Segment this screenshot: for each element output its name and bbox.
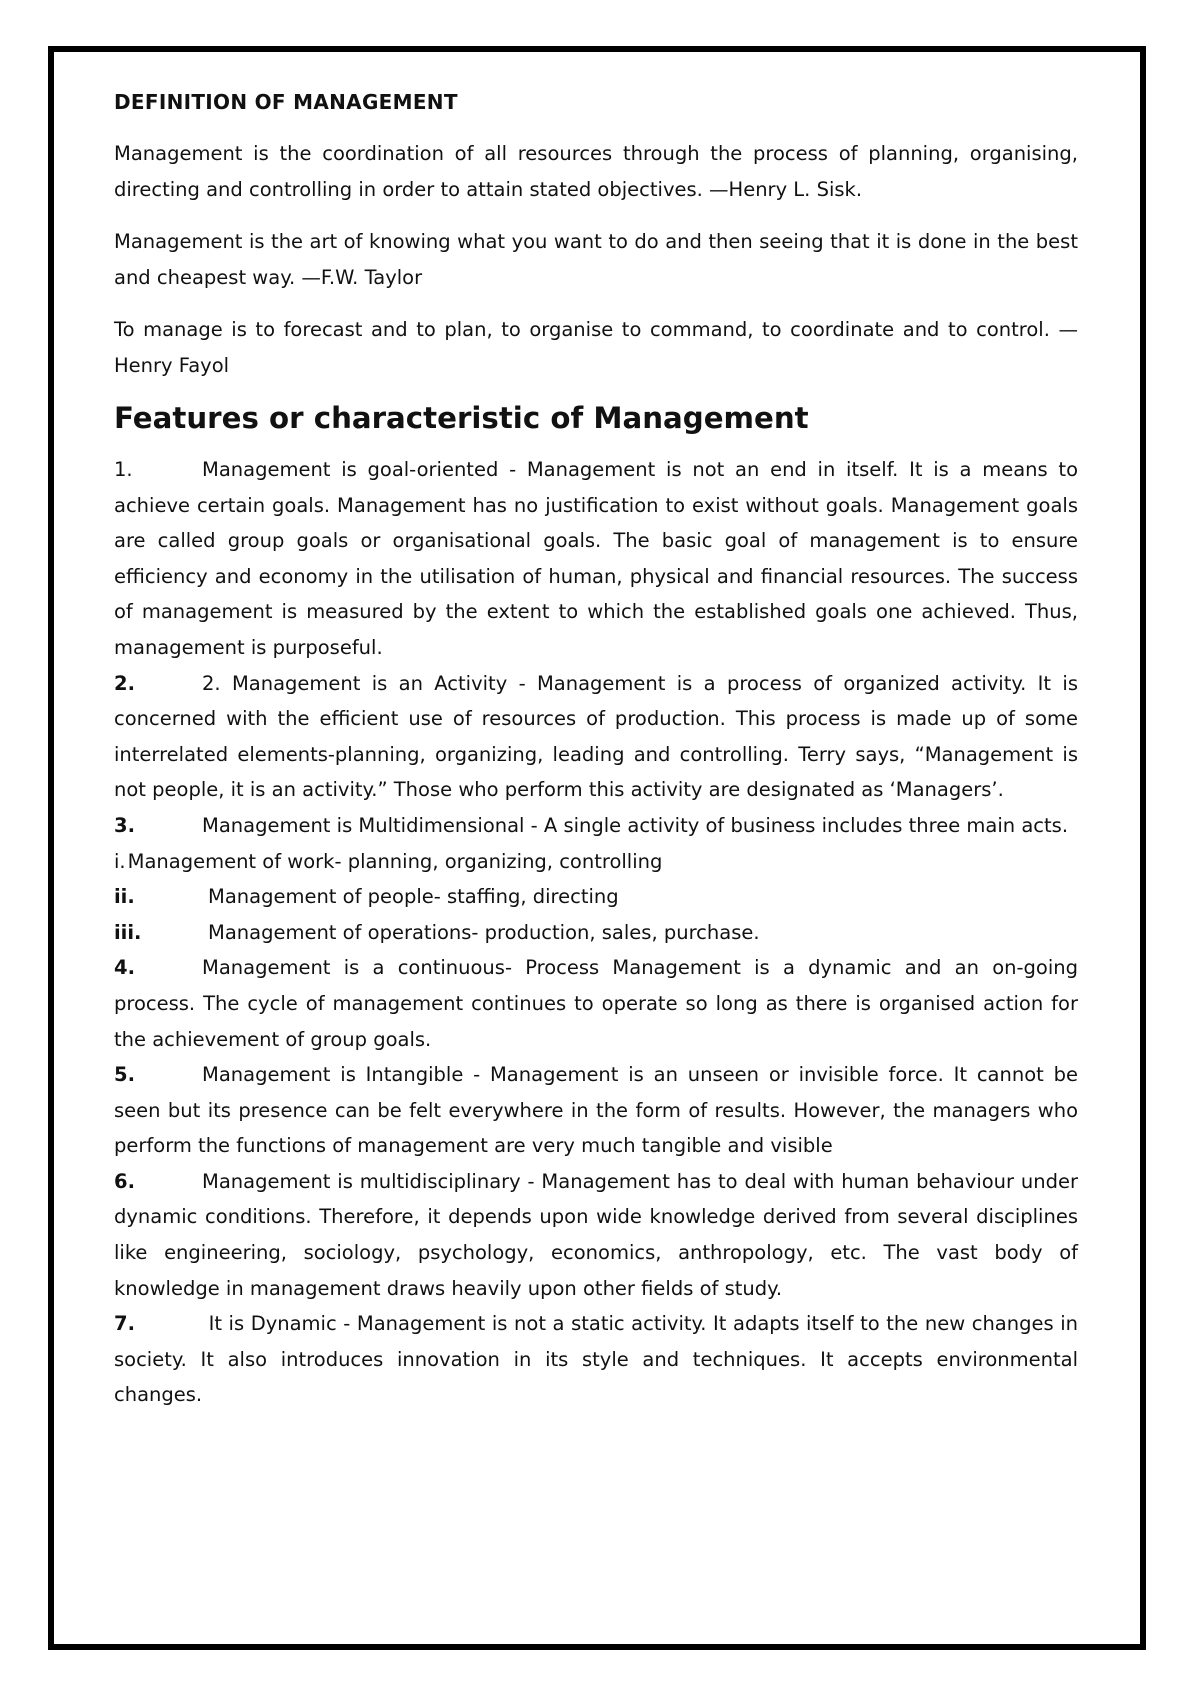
sub-item-text: Management of work- planning, organizing, controlling bbox=[127, 849, 663, 873]
feature-number: 5. bbox=[114, 1063, 135, 1087]
document-title: DEFINITION OF MANAGEMENT bbox=[114, 90, 458, 114]
definition-taylor: Management is the art of knowing what you want to do and then seeing that it is done in the best and cheapest way. —F.W. Taylor bbox=[114, 230, 1078, 289]
features-heading: Features or characteristic of Management bbox=[114, 401, 809, 435]
feature-item-1 bbox=[114, 452, 1078, 666]
feature-text: 2. Management is an Activity - Management is a process of organized activity. It is concerned with the efficient use of resources of production. This process is made up of some interrelated elements-planning, organizing, leading and controlling. Terry says, “Management is not people, it is an activity.” Those who perform this activity are designated as ‘Managers’. bbox=[114, 671, 1078, 802]
sub-item-iii bbox=[114, 915, 1078, 951]
feature-item-5 bbox=[114, 1057, 1078, 1164]
feature-item-3 bbox=[114, 808, 1078, 844]
feature-item-7 bbox=[114, 1306, 1078, 1413]
features-list bbox=[114, 452, 1078, 1413]
feature-text: It is Dynamic - Management is not a static activity. It adapts itself to the new changes in society. It also introduces innovation in its style and techniques. It accepts environmental changes. bbox=[114, 1312, 1078, 1407]
definition-fayol: To manage is to forecast and to plan, to organise to command, to coordinate and to control. —Henry Fayol bbox=[114, 318, 1078, 377]
feature-text: Management is Multidimensional - A single activity of business includes three main acts. bbox=[202, 813, 1069, 837]
sub-item-i bbox=[114, 844, 1078, 880]
feature-text: Management is a continuous- Process Management is a dynamic and an on-going process. The cycle of management continues to operate so long as there is organised action for the achievement of group goals. bbox=[114, 956, 1078, 1051]
feature-text: Management is multidisciplinary - Management has to deal with human behaviour under dynamic conditions. Therefore, it depends upon wide knowledge derived from several disciplines like engineering, sociology, psychology, economics, anthropology, etc. The vast body of knowledge in management draws heavily upon other fields of study. bbox=[114, 1169, 1078, 1300]
sub-item-text: Management of operations- production, sales, purchase. bbox=[208, 920, 760, 944]
feature-item-4 bbox=[114, 950, 1078, 1057]
feature-number: 1. bbox=[114, 458, 133, 481]
feature-number: 7. bbox=[114, 1312, 135, 1336]
sub-item-text: Management of people- staffing, directing bbox=[208, 885, 619, 909]
feature-number: 6. bbox=[114, 1169, 135, 1193]
definition-sisk: Management is the coordination of all resources through the process of planning, organising, directing and controlling in order to attain stated objectives. —Henry L. Sisk. bbox=[114, 142, 1078, 201]
feature-number: 3. bbox=[114, 813, 135, 837]
sub-item-number: i. bbox=[114, 849, 126, 873]
feature-item-2 bbox=[114, 666, 1078, 808]
document-body bbox=[114, 84, 1078, 1413]
feature-item-6 bbox=[114, 1164, 1078, 1306]
sub-item-ii bbox=[114, 879, 1078, 915]
feature-text: Management is Intangible - Management is an unseen or invisible force. It cannot be seen but its presence can be felt everywhere in the form of results. However, the managers who perform the functions of management are very much tangible and visible bbox=[114, 1063, 1078, 1158]
sub-item-number: iii. bbox=[114, 920, 142, 944]
feature-number: 2. bbox=[114, 671, 135, 695]
sub-item-number: ii. bbox=[114, 885, 135, 909]
feature-text: Management is goal-oriented - Management is not an end in itself. It is a means to achieve certain goals. Management has no justification to exist without goals. Management goals are called group goals or organisational goals. The basic goal of management is to ensure efficiency and economy in the utilisation of human, physical and financial resources. The success of management is measured by the extent to which the established goals one achieved. Thus, management is purposeful. bbox=[114, 458, 1078, 659]
feature-number: 4. bbox=[114, 956, 135, 980]
